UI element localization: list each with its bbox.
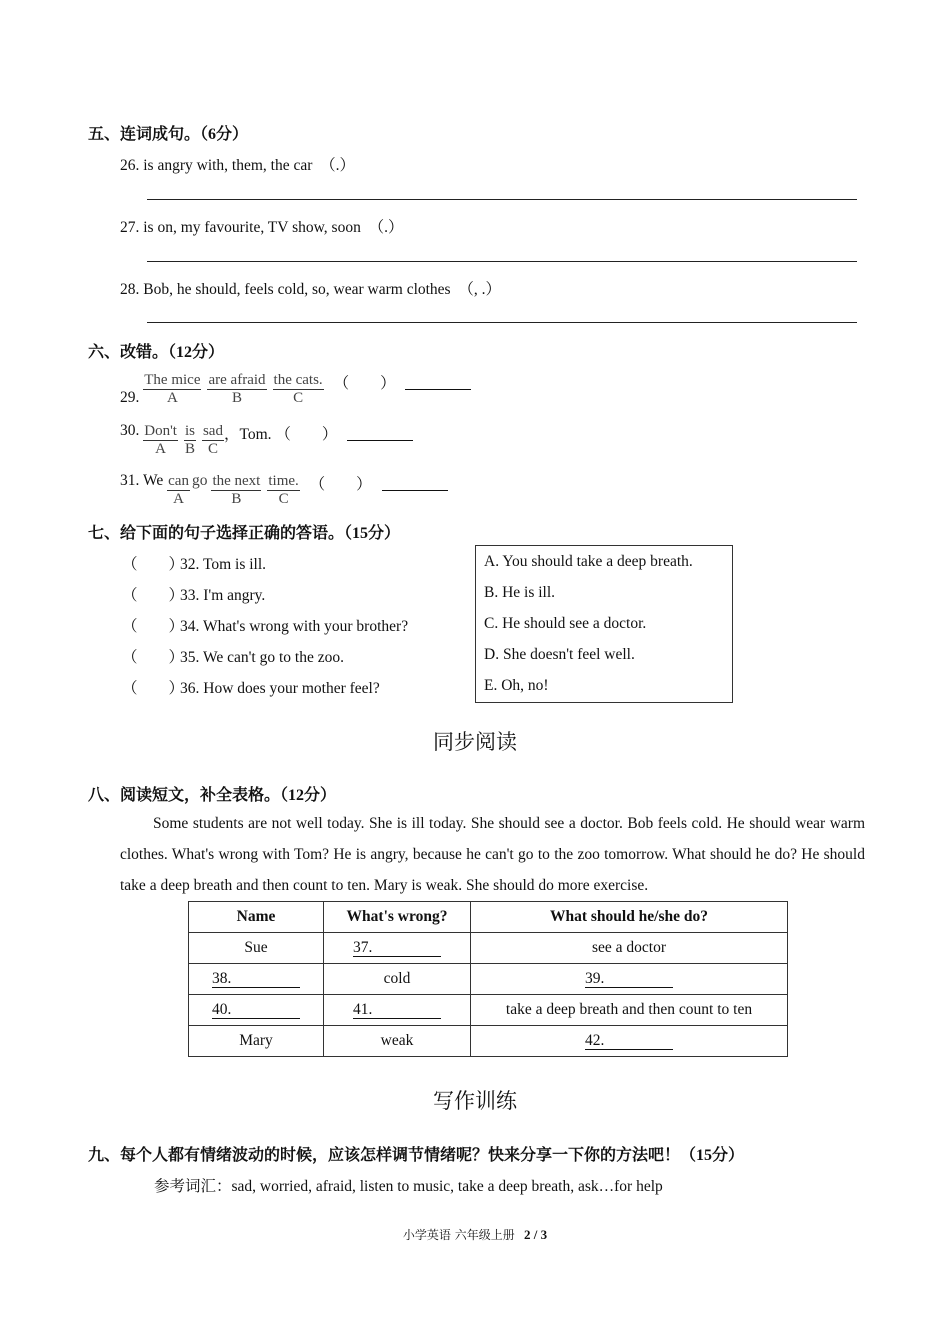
cell-wrong: weak	[324, 1026, 471, 1057]
answer-line-27[interactable]	[147, 261, 857, 262]
header-name: Name	[189, 902, 324, 933]
question-26: 26. is angry with, them, the car （.）	[120, 157, 356, 174]
answer-paren[interactable]: （ ）	[309, 476, 372, 493]
correction-blank[interactable]	[405, 375, 471, 390]
question-number: 30.	[120, 422, 140, 439]
table-row	[189, 933, 788, 964]
cell-blank-40[interactable]: 40.	[189, 995, 324, 1026]
answer-paren[interactable]: （ ）	[333, 375, 396, 392]
match-question: （ ）33. I'm angry.	[122, 583, 265, 605]
writing-heading: 写作训练	[433, 1089, 517, 1113]
cell-wrong: cold	[324, 964, 471, 995]
cell-blank-39[interactable]: 39.	[471, 964, 788, 995]
sentence-mid: go	[191, 472, 208, 489]
section-9-title: 九、每个人都有情绪波动的时候，应该怎样调节情绪呢？快来分享一下你的方法吧！（15分）	[88, 1147, 745, 1164]
table-row	[189, 1026, 788, 1057]
match-question: （ ）32. Tom is ill.	[122, 552, 266, 574]
table-header-row	[189, 902, 788, 933]
cell-blank-42[interactable]: 42.	[471, 1026, 788, 1057]
question-29	[120, 371, 471, 407]
table-row	[189, 964, 788, 995]
section-8-title: 八、阅读短文，补全表格。（12分）	[88, 787, 337, 804]
reading-table	[188, 901, 788, 1057]
cell-name: Sue	[189, 933, 324, 964]
segment-a: Don't A	[144, 423, 177, 457]
section-6-title: 六、改错。（12分）	[88, 344, 225, 361]
question-number: 31. We	[120, 472, 164, 489]
answer-option-d: D. She doesn't feel well.	[484, 646, 635, 663]
question-31	[120, 472, 448, 508]
section-7-title: 七、给下面的句子选择正确的答语。（15分）	[88, 525, 401, 542]
question-27: 27. is on, my favourite, TV show, soon （.）	[120, 219, 404, 236]
page-footer	[0, 1226, 950, 1243]
segment-b: the next B	[212, 473, 261, 507]
question-number: 29.	[120, 389, 140, 406]
answer-option-c: C. He should see a doctor.	[484, 615, 647, 632]
page-number: 2 / 3	[523, 1227, 548, 1242]
cell-should: take a deep breath and then count to ten	[471, 995, 788, 1026]
answer-line-28[interactable]	[147, 322, 857, 323]
match-question: （ ）35. We can't go to the zoo.	[122, 645, 344, 667]
segment-c: the cats. C	[273, 372, 323, 406]
question-28: 28. Bob, he should, feels cold, so, wear warm clothes （, .）	[120, 281, 501, 298]
table-row	[189, 995, 788, 1026]
segment-c: time. C	[268, 473, 299, 507]
cell-blank-37[interactable]: 37.	[324, 933, 471, 964]
footer-subject: 小学英语 六年级上册	[402, 1228, 515, 1242]
answer-paren[interactable]: （ ）	[122, 587, 185, 604]
cell-should: see a doctor	[471, 933, 788, 964]
segment-a: can A	[168, 473, 189, 507]
answer-option-e: E. Oh, no!	[484, 677, 549, 694]
header-should: What should he/she do?	[471, 902, 788, 933]
answer-paren[interactable]: （ ）	[122, 680, 185, 697]
section-5-title: 五、连词成句。（6分）	[88, 126, 249, 143]
match-question: （ ）34. What's wrong with your brother?	[122, 614, 408, 636]
answer-line-26[interactable]	[147, 199, 857, 200]
reading-passage: Some students are not well today. She is ill today. She should see a doctor. Bob feels cold. He should wear warm clothes. What's wrong with Tom? He is angry, because he can't go to the zoo tomorrow. What should he do? He should take a deep breath and then count to ten. Mary is weak. She should do more exercise.	[120, 815, 865, 894]
segment-b: are afraid B	[208, 372, 266, 406]
segment-a: The mice A	[144, 372, 201, 406]
answer-paren[interactable]: （ ）	[122, 649, 185, 666]
question-30	[120, 422, 413, 458]
correction-blank[interactable]	[347, 426, 413, 441]
segment-b: $\frac{is}{B}$	[184, 423, 195, 457]
cell-blank-41[interactable]: 41.	[324, 995, 471, 1026]
answer-options-box	[475, 545, 733, 703]
match-question: （ ）36. How does your mother feel?	[122, 676, 380, 698]
correction-blank[interactable]	[382, 476, 448, 491]
answer-paren[interactable]: （ ）	[122, 618, 185, 635]
reading-heading: 同步阅读	[433, 730, 517, 754]
cell-name: Mary	[189, 1026, 324, 1057]
answer-option-b: B. He is ill.	[484, 584, 556, 601]
segment-c: sad C	[202, 423, 223, 457]
answer-option-a: A. You should take a deep breath.	[484, 553, 693, 570]
answer-paren[interactable]: （ ）	[122, 556, 185, 573]
header-wrong: What's wrong?	[324, 902, 471, 933]
answer-paren[interactable]: （ ）	[275, 426, 338, 443]
cell-blank-38[interactable]: 38.	[189, 964, 324, 995]
reference-vocabulary: 参考词汇：sad, worried, afraid, listen to music, take a deep breath, ask…for help	[154, 1178, 663, 1195]
sentence-rest: ，Tom.	[223, 426, 272, 443]
